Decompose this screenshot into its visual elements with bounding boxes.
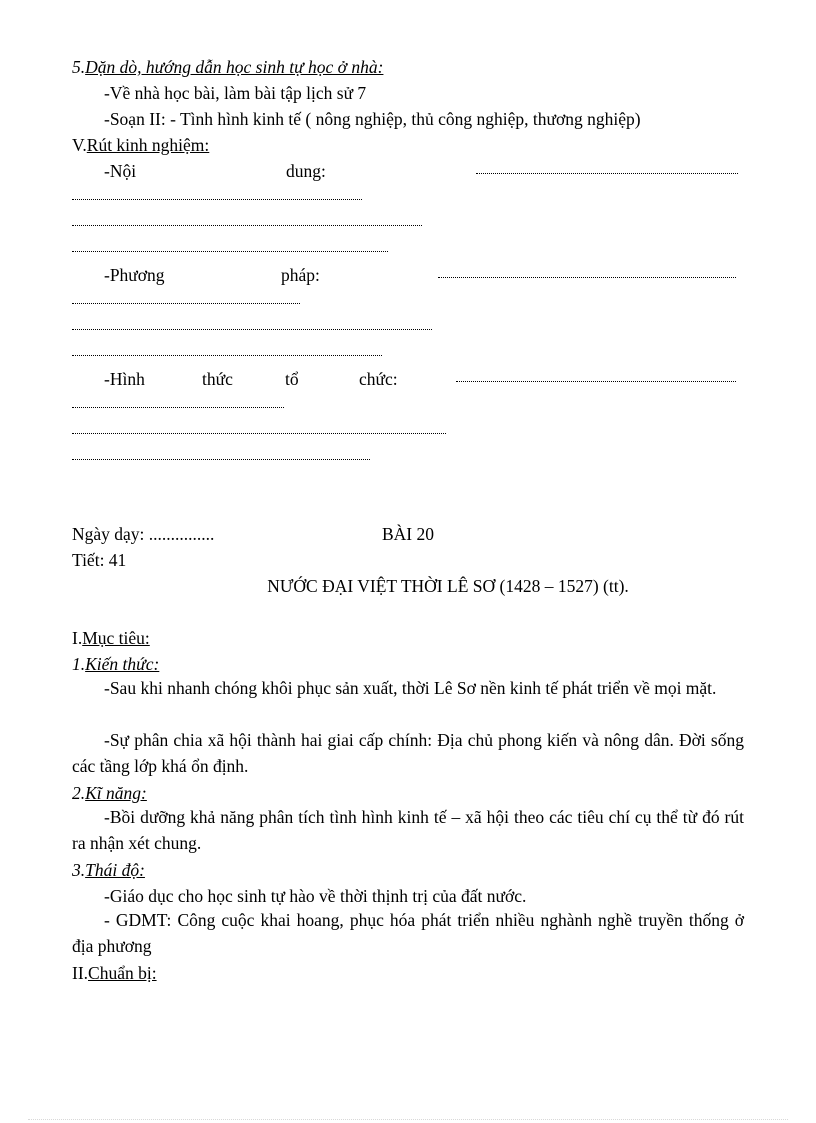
- method-fill-line-4: [72, 355, 382, 356]
- knowledge-heading: [72, 653, 159, 675]
- content-label-word1: -Nội: [104, 161, 137, 181]
- skills-paragraph-1: -Bồi dưỡng khả năng phân tích tình hình kinh tế – xã hội theo các tiêu chí cụ thể từ đó rút ra nhận xét chung.: [72, 807, 744, 853]
- method-fill-line-2: [72, 303, 300, 304]
- knowledge-paragraph-1: -Sau khi nhanh chóng khôi phục sản xuất, thời Lê Sơ nền kinh tế phát triển về mọi mặt.: [104, 678, 717, 698]
- attitude-heading-text: Thái độ:: [85, 860, 145, 880]
- content-label-word2: dung:: [286, 161, 326, 181]
- lesson-title: NƯỚC ĐẠI VIỆT THỜI LÊ SƠ (1428 – 1527) (tt).: [267, 576, 629, 596]
- knowledge-heading-number: 1.: [72, 654, 86, 674]
- attitude-paragraph-1: -Giáo dục cho học sinh tự hào về thời thịnh trị của đất nước.: [104, 886, 527, 906]
- objectives-heading-text: Mục tiêu:: [82, 628, 150, 648]
- review-heading: [72, 134, 209, 156]
- preparation-heading-number: II.: [72, 963, 89, 983]
- homework-item-1: -Về nhà học bài, làm bài tập lịch sử 7: [104, 83, 367, 103]
- objectives-heading-number: I.: [72, 628, 83, 648]
- format-fill-line-4: [72, 459, 370, 460]
- preparation-heading: [72, 962, 157, 984]
- lesson-number: BÀI 20: [382, 524, 435, 544]
- homework-heading-text: Dặn dò, hướng dẫn học sinh tự học ở nhà:: [85, 57, 384, 77]
- homework-item-2: -Soạn II: - Tình hình kinh tế ( nông nghiệp, thủ công nghiệp, thương nghiệp): [104, 109, 641, 129]
- content-fill-line-1: [476, 173, 738, 174]
- format-fill-line-2: [72, 407, 284, 408]
- format-label-word3: tổ: [285, 369, 299, 389]
- preparation-heading-text: Chuẩn bị:: [88, 963, 157, 983]
- objectives-heading: [72, 627, 150, 649]
- lesson-period: Tiết: 41: [72, 550, 127, 570]
- homework-heading-number: 5.: [72, 57, 86, 77]
- skills-heading-text: Kĩ năng:: [85, 783, 147, 803]
- method-label-word1: -Phương: [104, 265, 165, 285]
- attitude-heading-number: 3.: [72, 860, 86, 880]
- content-fill-line-3: [72, 225, 422, 226]
- format-label-word2: thức: [202, 369, 233, 389]
- knowledge-heading-text: Kiến thức:: [85, 654, 160, 674]
- method-fill-line-1: [438, 277, 736, 278]
- format-fill-line-1: [456, 381, 736, 382]
- page-bottom-divider: [28, 1119, 788, 1120]
- method-label-word2: pháp:: [281, 265, 320, 285]
- skills-heading: [72, 782, 147, 804]
- attitude-heading: [72, 859, 145, 881]
- method-fill-line-3: [72, 329, 432, 330]
- content-fill-line-4: [72, 251, 388, 252]
- format-fill-line-3: [72, 433, 446, 434]
- attitude-paragraph-2: - GDMT: Công cuộc khai hoang, phục hóa phát triển nhiều nghành nghề truyền thống ở địa phương: [72, 910, 744, 956]
- knowledge-paragraph-2: -Sự phân chia xã hội thành hai giai cấp chính: Địa chủ phong kiến và nông dân. Đời sống các tầng lớp khá ổn định.: [72, 730, 744, 776]
- homework-heading: [72, 56, 383, 78]
- format-label-word1: -Hình: [104, 369, 145, 389]
- skills-heading-number: 2.: [72, 783, 86, 803]
- content-fill-line-2: [72, 199, 362, 200]
- format-label-word4: chức:: [359, 369, 398, 389]
- teaching-date: Ngày dạy: ...............: [72, 524, 215, 544]
- review-heading-number: V.: [72, 135, 87, 155]
- review-heading-text: Rút kinh nghiệm:: [86, 135, 210, 155]
